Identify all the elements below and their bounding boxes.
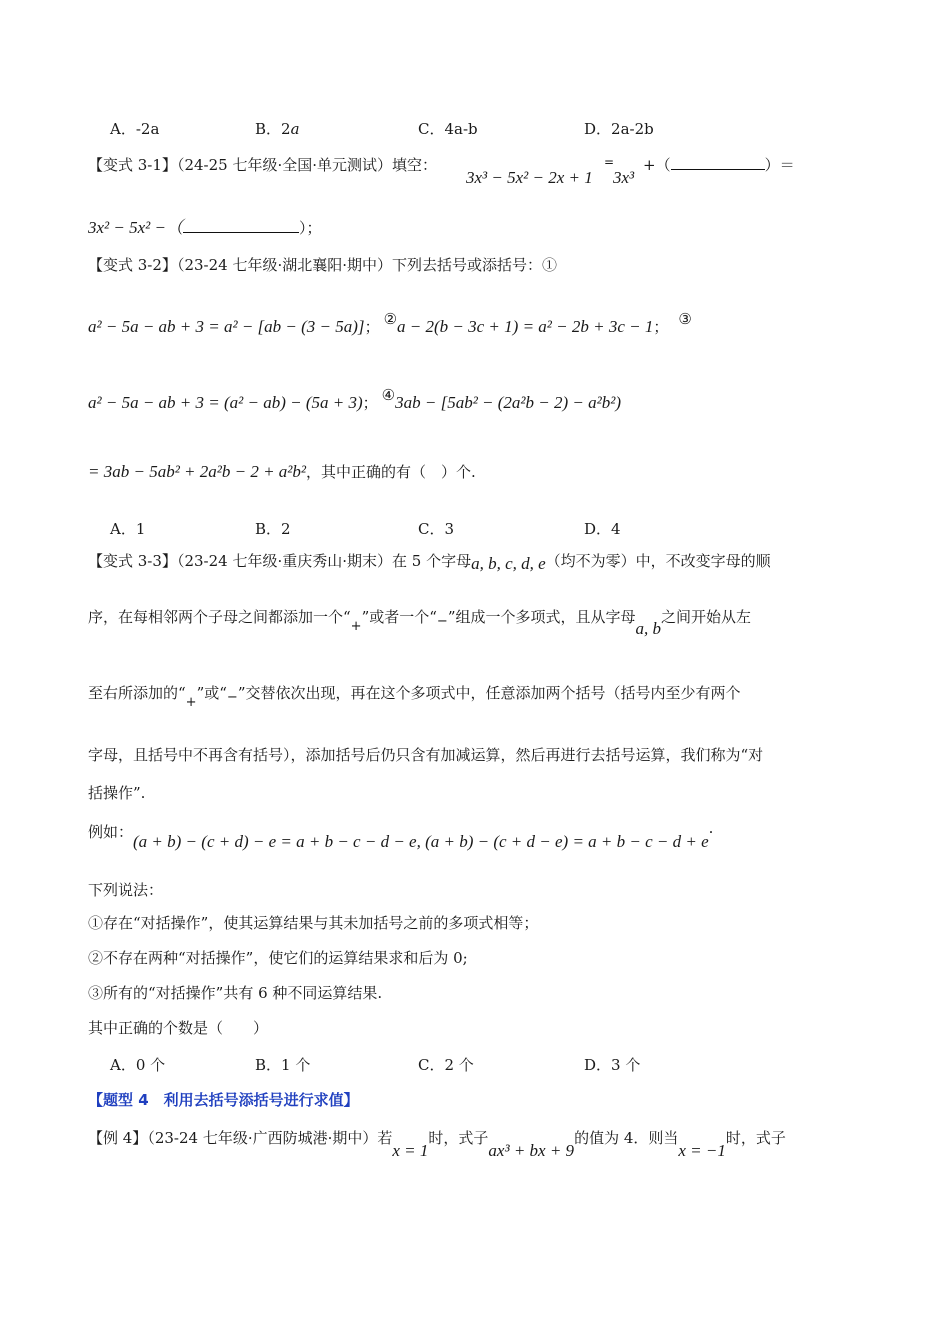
v32-item3: a² − 5a − ab + 3 = (a² − ab) − (5a + 3) [88,393,363,412]
v33-example: 例如：(a + b) − (c + d) − e = a + b − c − d − e, (a + b) − (c + d − e) = a + b − c − d + e· [88,823,714,851]
v32-item4: 3ab − [5ab² − (2a²b − 2) − a²b²) [395,393,621,412]
v31-source: （24-25 七年级·全国·单元测试）填空： [176,156,437,174]
v32-header: 【变式 3-2】（23-24 七年级·湖北襄阳·期中）下列去括号或添括号：① [88,256,557,274]
v32-item2: a − 2(b − 3c + 1) = a² − 2b + 3c − 1 [397,317,654,336]
option-c: C．3 [418,520,455,538]
v31-tag: 【变式 3-1】 [88,156,177,174]
v33-statement-1: ①存在“对括操作”，使其运算结果与其未加括号之前的多项式相等； [88,914,539,932]
v33-line4: 字母，且括号中不再含有括号），添加括号后仍只含有加减运算，然后再进行去括号运算，我们称为“对 [88,746,764,764]
v33-statement-2: ②不存在两种“对括操作”，使它们的运算结果求和后为 0; [88,949,468,967]
v33-statement-3: ③所有的“对括操作”共有 6 种不同运算结果. [88,984,383,1002]
v32-line3: = 3ab − 5ab² + 2a²b − 2 + a²b²，其中正确的有（ ）个. [88,462,476,481]
v32-line1: a² − 5a − ab + 3 = a² − [ab − (3 − 5a)]； ②a − 2(b − 3c + 1) = a² − 2b + 3c − 1； ③ [88,310,692,336]
v31-expr2: 3x³ [613,168,635,187]
option-b: B．2 [255,520,291,538]
section-title: 【题型 4 利用去括号添括号进行求值】 [88,1091,359,1109]
answer-blank-1[interactable] [671,169,765,170]
answer-blank-2[interactable] [183,232,299,233]
option-a: A．0 个 [110,1056,166,1074]
option-c: C．4a-b [418,120,478,138]
v31-fill1: +（ ）＝ [643,156,795,174]
v33-line3: 至右所添加的“+”或“−”交替依次出现，再在这个多项式中，任意添加两个括号（括号内至少有两个 [88,684,741,710]
option-a: A．1 [110,520,146,538]
v32-item4-result: = 3ab − 5ab² + 2a²b − 2 + a²b² [88,462,306,481]
v33-statements-intro: 下列说法： [88,881,164,899]
v33-question: 其中正确的个数是（ ） [88,1019,269,1037]
option-a: A．-2a [110,120,160,138]
v31-expr1: 3x³ − 5x² − 2x + 1 [466,168,593,187]
option-b: B．1 个 [255,1056,311,1074]
v33-line5: 括操作”. [88,784,146,802]
v33-line1: 【变式 3-3】（23-24 七年级·重庆秀山·期末）在 5 个字母a, b, c, d, e（均不为零）中，不改变字母的顺 [88,552,771,573]
v32-item1: a² − 5a − ab + 3 = a² − [ab − (3 − 5a)] [88,317,365,336]
v32-line2: a² − 5a − ab + 3 = (a² − ab) − (5a + 3)； ④3ab − [5ab² − (2a²b − 2) − a²b²) [88,386,621,412]
option-d: D．4 [584,520,621,538]
v33-example-expr: (a + b) − (c + d) − e = a + b − c − d − e, (a + b) − (c + d − e) = a + b − c − d + e [133,832,709,851]
v31-header [88,155,437,175]
v33-line2: 序，在每相邻两个子母之间都添加一个“+”或者一个“−”组成一个多项式，且从字母a, b之间开始从左 [88,608,752,638]
ex4-line1: 【例 4】（23-24 七年级·广西防城港·期中）若x = 1时，式子ax³ + bx + 9的值为 4．则当x = −1时，式子 [88,1129,786,1160]
v31-eq: = [604,155,615,169]
option-d: D．3 个 [584,1056,641,1074]
option-d: D．2a-2b [584,120,654,138]
option-b: B．2a [255,120,300,138]
option-c: C．2 个 [418,1056,474,1074]
v31-line2: 3x² − 5x² −（ ）； [88,218,322,237]
